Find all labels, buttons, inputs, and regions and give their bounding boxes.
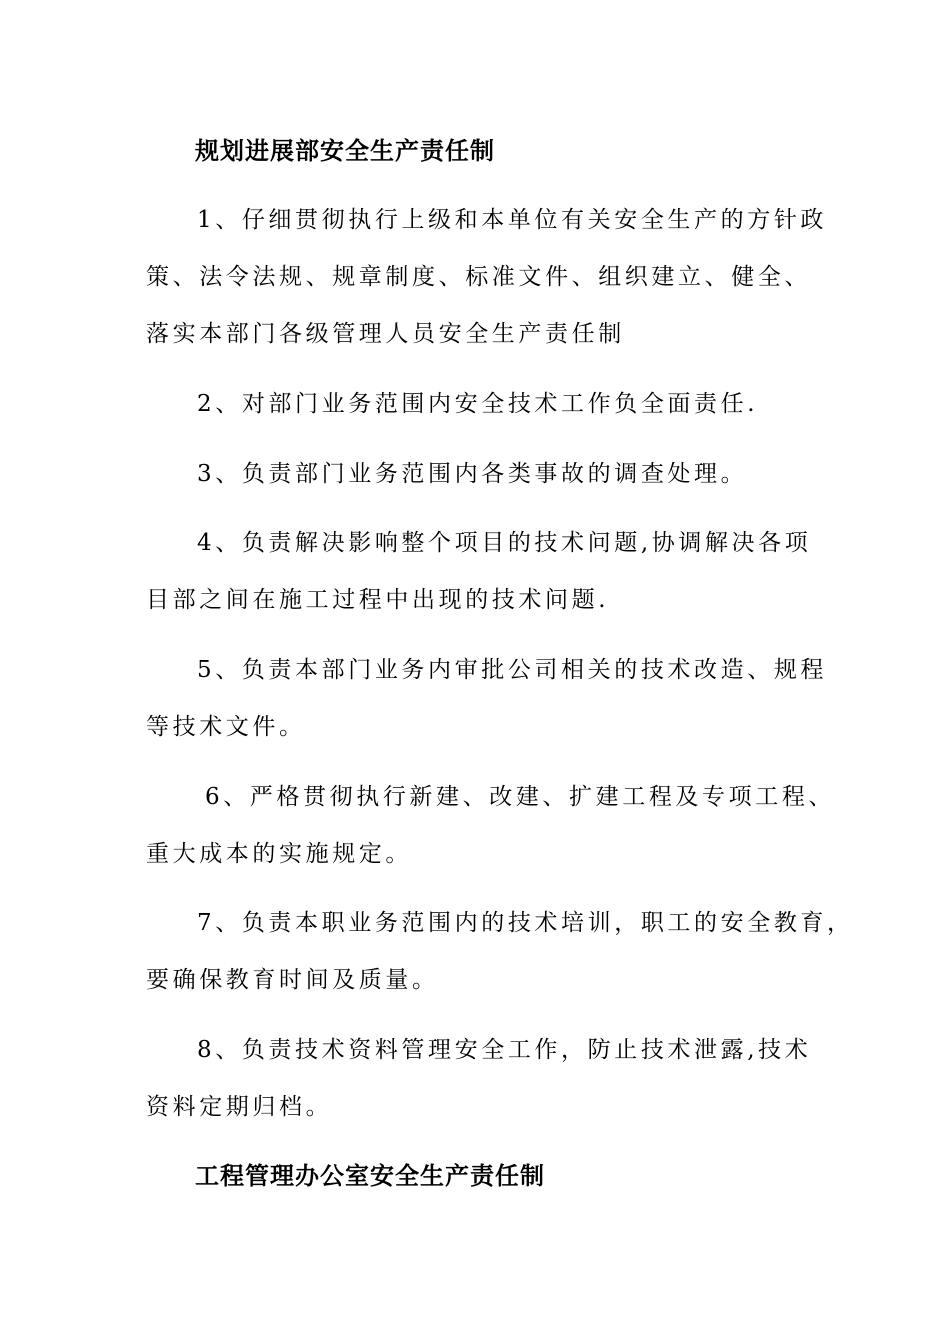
item-7-line-1: 7、负责本职业务范围内的技术培训，职工的安全教育， [197,910,854,936]
section-heading-engineering: 工程管理办公室安全生产责任制 [195,1161,545,1190]
item-5-line-1: 5、负责本部门业务内审批公司相关的技术改造、规程 [197,657,828,683]
item-3-line-1: 3、负责部门业务范围内各类事故的调查处理。 [197,461,748,487]
item-8-line-1: 8、负责技术资料管理安全工作，防止技术泄露,技术 [197,1037,812,1063]
item-1-line-3: 落实本部门各级管理人员安全生产责任制 [146,321,625,347]
item-1-line-1: 1、仔细贯彻执行上级和本单位有关安全生产的方针政 [197,207,828,233]
item-5-line-2: 等技术文件。 [146,714,306,740]
section-heading-planning: 规划进展部安全生产责任制 [195,136,495,165]
item-7-line-2: 要确保教育时间及质量。 [146,967,439,993]
item-6-line-2: 重大成本的实施规定。 [146,841,412,867]
item-6-line-1: 6、严格贯彻执行新建、改建、扩建工程及专项工程、 [205,784,836,810]
item-4-line-1: 4、负责解决影响整个项目的技术问题,协调解决各项 [197,530,812,556]
item-2-line-1: 2、对部门业务范围内安全技术工作负全面责任. [197,391,759,417]
item-8-line-2: 资料定期归档。 [146,1094,333,1120]
item-4-line-2: 目部之间在施工过程中出现的技术问题. [146,587,610,613]
item-1-line-2: 策、法令法规、规章制度、标准文件、组织建立、健全、 [146,264,811,290]
